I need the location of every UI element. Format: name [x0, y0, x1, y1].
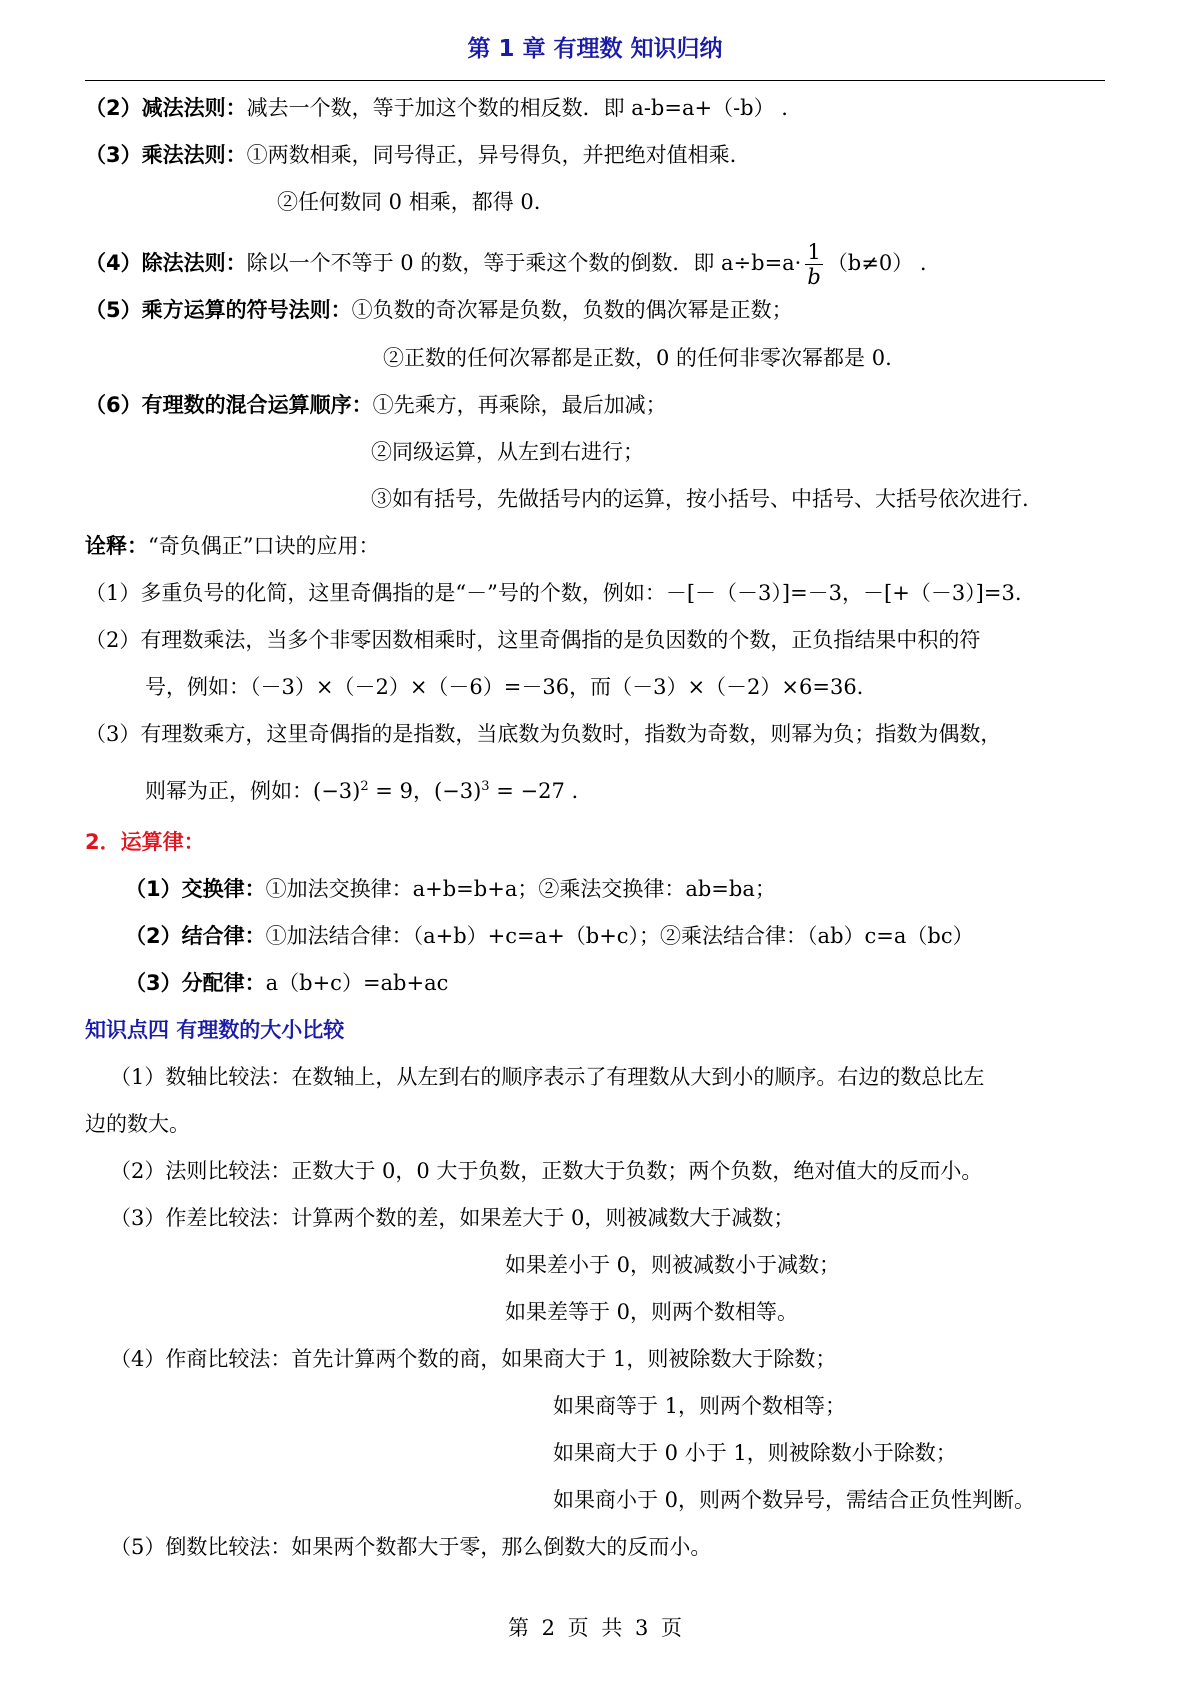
associative-law-label: （2）结合律： [125, 924, 266, 948]
number-line-method-line1: （1）数轴比较法：在数轴上，从左到右的顺序表示了有理数从大到小的顺序。右边的数总比左 [110, 1065, 985, 1089]
distributive-law-text: a（b+c）=ab+ac [265, 971, 449, 995]
section-title-comparison: 知识点四 有理数的大小比较 [85, 1018, 345, 1042]
mixed-operation-order-label: （6）有理数的混合运算顺序： [85, 393, 373, 417]
operation-laws-title: 2．运算律： [85, 830, 205, 854]
mixed-operation-order-line2: ②同级运算，从左到右进行； [371, 440, 644, 464]
note-label: 诠释： [85, 534, 148, 558]
note-item-2-line1: （2）有理数乘法，当多个非零因数相乘时，这里奇偶指的是负因数的个数，正负指结果中积的符 [85, 628, 981, 652]
reciprocal-method: （5）倒数比较法：如果两个数都大于零，那么倒数大的反而小。 [110, 1535, 712, 1559]
distributive-law-label: （3）分配律： [125, 971, 266, 995]
quotient-method-line4: 如果商小于 0，则两个数异号，需结合正负性判断。 [553, 1488, 1036, 1512]
division-rule [85, 240, 927, 289]
associative-law [125, 921, 974, 951]
quotient-method-line1: （4）作商比较法：首先计算两个数的商，如果商大于 1，则被除数大于除数； [110, 1347, 837, 1371]
mixed-operation-order [85, 390, 667, 420]
mixed-operation-order-line1: ①先乘方，再乘除，最后加减； [372, 393, 667, 417]
subtraction-rule [85, 93, 788, 123]
commutative-law-label: （1）交换律： [125, 877, 266, 901]
example-2-exponent: 3 [481, 779, 490, 794]
note-intro-text: “奇负偶正”口诀的应用： [148, 534, 380, 558]
quotient-method-line2: 如果商等于 1，则两个数相等； [553, 1394, 847, 1418]
power-sign-rule-line1: ①负数的奇次幂是负数，负数的偶次幂是正数； [351, 298, 793, 322]
multiplication-rule-line2: ②任何数同 0 相乘，都得 0. [277, 190, 541, 214]
example-2-base: (−3) [433, 779, 482, 803]
example-1-result: = 9 [368, 779, 413, 803]
page-title: 第 1 章 有理数 知识归纳 [467, 36, 723, 62]
note-item-1: （1）多重负号的化简，这里奇偶指的是“－”号的个数，例如：－[－（－3）]=－3，－[+（－3）]=3. [85, 581, 1022, 605]
example-2-result: = −27 [489, 779, 565, 803]
rule-method: （2）法则比较法：正数大于 0，0 大于负数，正数大于负数；两个负数，绝对值大的反而小。 [110, 1159, 983, 1183]
associative-law-text: ①加法结合律：（a+b）+c=a+（b+c）；②乘法结合律：（ab）c=a（bc） [265, 924, 974, 948]
note-item-3-prefix: 则幂为正，例如： [145, 779, 313, 803]
fraction-numerator: 1 [805, 240, 822, 265]
example-1-base: (−3) [313, 779, 361, 803]
note-item-3-line2 [145, 772, 578, 806]
example-separator: ， [412, 779, 434, 803]
power-sign-rule-label: （5）乘方运算的符号法则： [85, 298, 352, 322]
power-example-2 [434, 779, 565, 803]
note-item-2-line2: 号，例如：（－3）×（－2）×（－6）=－36，而（－3）×（－2）×6=36. [145, 675, 864, 699]
power-example-1 [313, 779, 413, 803]
power-sign-rule-line2: ②正数的任何次幂都是正数，0 的任何非零次幂都是 0. [383, 346, 892, 370]
fraction-denominator: b [807, 265, 821, 289]
difference-method-line2: 如果差小于 0，则被减数小于减数； [505, 1253, 841, 1277]
note-item-3-end: . [564, 779, 579, 803]
subtraction-rule-text: 减去一个数，等于加这个数的相反数．即 a-b=a+（-b） . [246, 96, 788, 120]
difference-method-line3: 如果差等于 0，则两个数相等。 [505, 1300, 799, 1324]
example-1-exponent: 2 [360, 779, 369, 794]
commutative-law-text: ①加法交换律：a+b=b+a；②乘法交换律：ab=ba； [265, 877, 776, 901]
note-item-3-line1: （3）有理数乘方，这里奇偶指的是指数，当底数为负数时，指数为奇数，则幂为负；指数为偶数， [85, 722, 1002, 746]
mixed-operation-order-line3: ③如有括号，先做括号内的运算，按小括号、中括号、大括号依次进行. [371, 487, 1029, 511]
multiplication-rule [85, 140, 736, 170]
multiplication-rule-label: （3）乘法法则： [85, 143, 247, 167]
power-sign-rule [85, 295, 793, 325]
commutative-law [125, 874, 776, 904]
division-rule-condition: （b≠0） . [826, 251, 927, 275]
quotient-method-line3: 如果商大于 0 小于 1，则被除数小于除数； [553, 1441, 957, 1465]
header-divider [85, 80, 1105, 81]
difference-method-line1: （3）作差比较法：计算两个数的差，如果差大于 0，则被减数大于减数； [110, 1206, 795, 1230]
distributive-law [125, 968, 448, 998]
division-rule-label: （4）除法法则： [85, 251, 247, 275]
subtraction-rule-label: （2）减法法则： [85, 96, 247, 120]
page-number-footer: 第 2 页 共 3 页 [507, 1616, 683, 1640]
number-line-method-line2: 边的数大。 [85, 1112, 190, 1136]
note-intro [85, 531, 379, 561]
reciprocal-fraction [805, 240, 822, 289]
division-rule-text: 除以一个不等于 0 的数，等于乘这个数的倒数．即 a÷b=a· [246, 251, 802, 275]
multiplication-rule-line1: ①两数相乘，同号得正，异号得负，并把绝对值相乘. [246, 143, 737, 167]
